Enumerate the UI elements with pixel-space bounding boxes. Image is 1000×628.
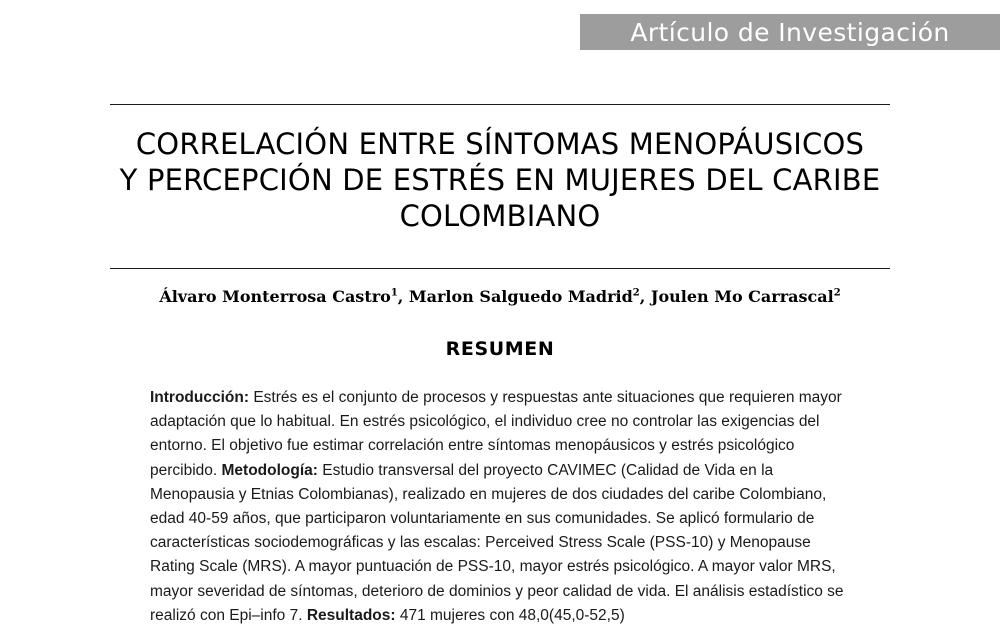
author-affiliation-1: 1 <box>390 287 398 299</box>
page-title-line-2: Y PERCEPCIÓN DE ESTRÉS EN MUJERES DEL CARIBE <box>119 163 881 197</box>
author-list <box>110 287 890 306</box>
author-separator-2: , <box>639 287 651 306</box>
page-title-line-3: COLOMBIANO <box>399 199 601 233</box>
author-name-1: Álvaro Monterrosa Castro <box>159 287 391 306</box>
author-affiliation-2: 2 <box>632 287 640 299</box>
author-affiliation-3: 2 <box>833 287 841 299</box>
abstract-label-resultados: Resultados: <box>306 606 396 624</box>
abstract-label-metodologia: Metodología: <box>221 461 318 479</box>
title-rule-top <box>110 104 890 105</box>
page-title <box>110 126 890 234</box>
article-type-label: Artículo de Investigación <box>630 17 950 47</box>
author-name-2: Marlon Salguedo Madrid <box>408 287 633 306</box>
author-separator-1: , <box>397 287 409 306</box>
abstract-label-introduccion: Introducción: <box>150 389 250 406</box>
abstract-body <box>150 386 855 628</box>
title-rule-bottom <box>110 268 890 269</box>
article-type-banner <box>580 14 1000 50</box>
page-title-line-1: CORRELACIÓN ENTRE SÍNTOMAS MENOPÁUSICOS <box>135 127 865 161</box>
abstract-heading: RESUMEN <box>445 338 555 360</box>
abstract-text-resultados: 471 mujeres con 48,0(45,0-52,5) <box>395 606 625 624</box>
abstract-text-metodologia: Estudio transversal del proyecto CAVIMEC (Calidad de Vida en la Menopausia y Etnias Colombianas), realizado en mujeres de dos ciudades del caribe Colombiano, edad 40-59 años, que participaron voluntariamente en sus comunidades. Se aplicó formulario de características sociodemográficas y las escalas: Perceived Stress Scale (PSS-10) y Menopause Rating Scale (MRS). A mayor puntuación de PSS-10, mayor estrés psicológico. A mayor valor MRS, mayor severidad de síntomas, deterioro de dominios y peor calidad de vida. El análisis estadístico se realizó con Epi–info 7. <box>150 461 844 624</box>
author-name-3: Joulen Mo Carrascal <box>650 287 834 306</box>
abstract-text-introduccion: Estrés es el conjunto de procesos y respuestas ante situaciones que requieren mayor adaptación que lo habitual. En estrés psicológico, el individuo cree no controlar las exigencias del entorno. El objetivo fue estimar correlación entre síntomas menopáusicos y estrés psicológico percibido. <box>150 389 842 479</box>
